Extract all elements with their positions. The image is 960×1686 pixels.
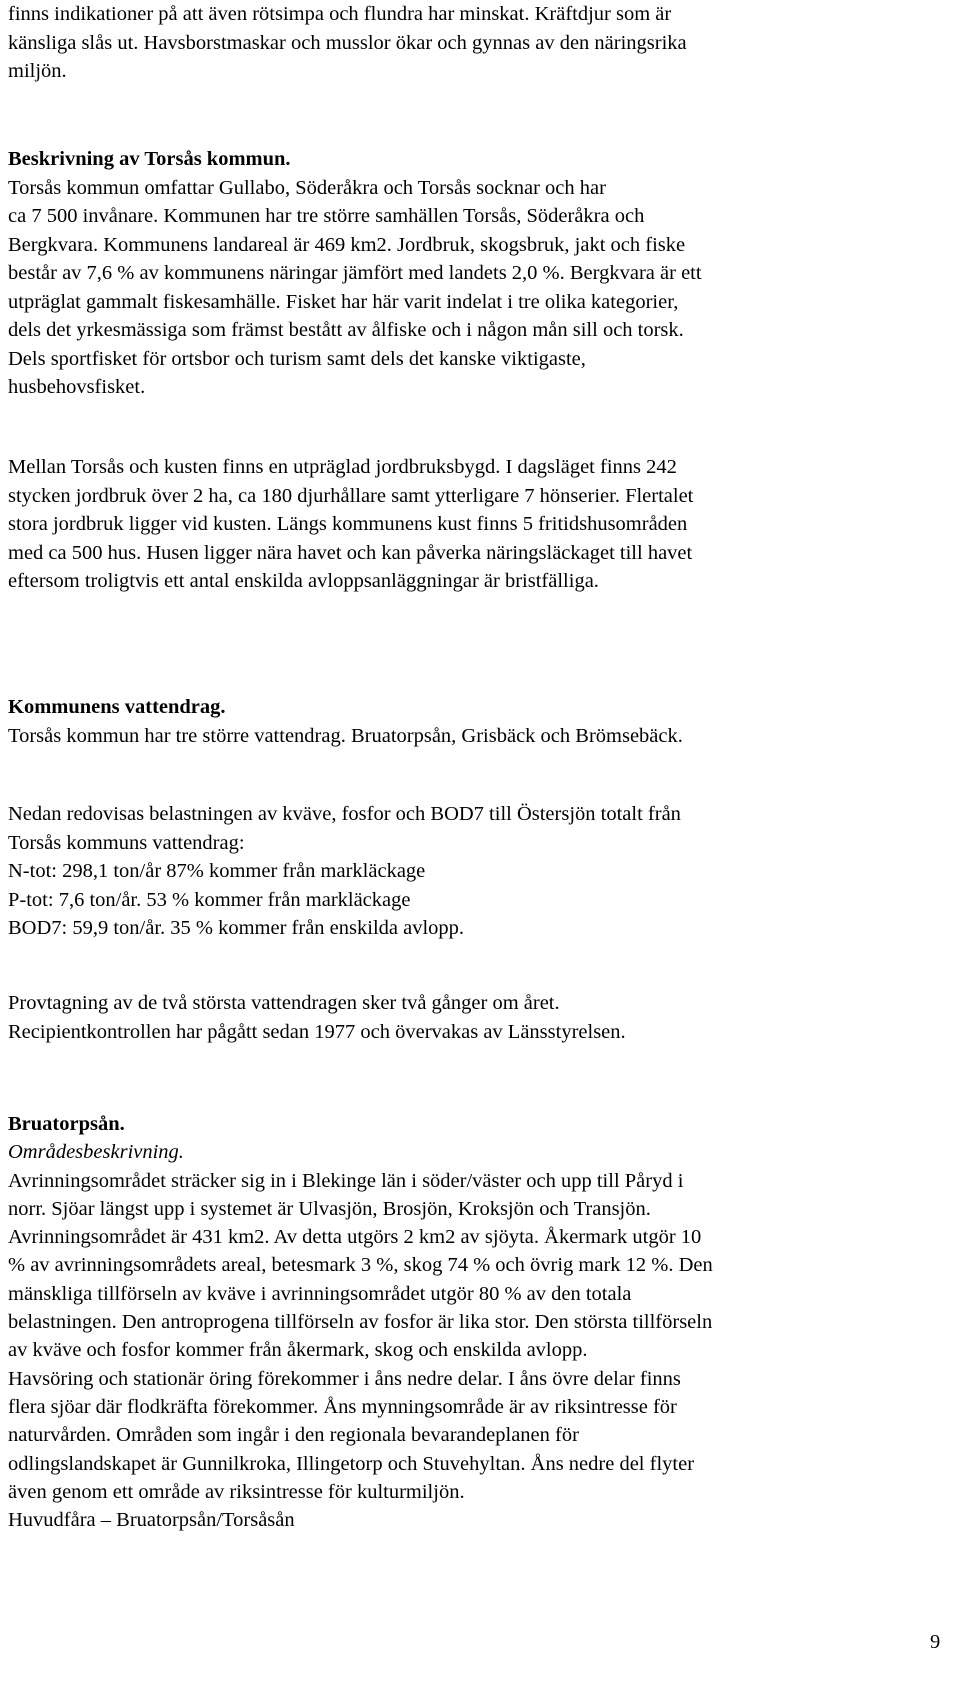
intro-paragraph: [8, 0, 950, 86]
text-line: BOD7: 59,9 ton/år. 35 % kommer från enskilda avlopp.: [8, 917, 465, 939]
text-line: norr. Sjöar längst upp i systemet är Ulvasjön, Brosjön, Kroksjön och Transjön.: [8, 1197, 651, 1220]
text-line: mänskliga tillförseln av kväve i avrinningsområdet utgör 80 % av den totala: [8, 1282, 632, 1305]
text-line: består av 7,6 % av kommunens näringar jämfört med landets 2,0 %. Bergkvara är ett: [8, 262, 702, 284]
text-line: Avrinningsområdet är 431 km2. Av detta utgörs 2 km2 av sjöyta. Åkermark utgör 10: [8, 1226, 702, 1249]
text-line: dels det yrkesmässiga som främst bestått av ålfiske och i någon mån sill och torsk.: [8, 319, 684, 341]
text-line: finns indikationer på att även rötsimpa och flundra har minskat. Kräftdjur som är: [8, 3, 672, 25]
bruatorpsan-section: [8, 1110, 950, 1534]
text-line: ca 7 500 invånare. Kommunen har tre större samhällen Torsås, Söderåkra och: [8, 205, 645, 227]
agriculture-paragraph: [8, 453, 950, 596]
page-number: 9: [930, 1631, 941, 1653]
text-line: odlingslandskapet är Gunnilkroka, Illingetorp och Stuvehyltan. Åns nedre del flyter: [8, 1452, 695, 1475]
section-heading: Bruatorpsån.: [8, 1113, 125, 1135]
text-line: naturvården. Områden som ingår i den regionala bevarandeplanen för: [8, 1424, 579, 1447]
text-line: eftersom troligtvis ett antal enskilda avloppsanläggningar är bristfälliga.: [8, 570, 599, 592]
text-line: stycken jordbruk över 2 ha, ca 180 djurhållare samt ytterligare 7 hönserier. Flertalet: [8, 484, 694, 507]
section-heading: Beskrivning av Torsås kommun.: [8, 148, 291, 170]
text-line: Nedan redovisas belastningen av kväve, fosfor och BOD7 till Östersjön totalt från: [8, 803, 681, 825]
torsas-description-section: [8, 145, 950, 402]
text-line: även genom ett område av riksintresse för kulturmiljön.: [8, 1480, 465, 1503]
text-line: Bergkvara. Kommunens landareal är 469 km2. Jordbruk, skogsbruk, jakt och fiske: [8, 233, 686, 256]
text-line: Dels sportfisket för ortsbor och turism samt dels det kanske viktigaste,: [8, 347, 586, 370]
text-line: Mellan Torsås och kusten finns en utpräglad jordbruksbygd. I dagsläget finns 242: [8, 456, 677, 478]
text-line: Torsås kommun omfattar Gullabo, Söderåkra och Torsås socknar och har: [8, 176, 606, 199]
text-line: Huvudfåra – Bruatorpsån/Torsåsån: [8, 1509, 295, 1532]
text-line: miljön.: [8, 60, 67, 82]
subsection-heading: Områdesbeskrivning.: [8, 1141, 184, 1164]
text-line: Torsås kommuns vattendrag:: [8, 831, 245, 854]
watercourses-section: [8, 693, 950, 750]
text-line: Torsås kommun har tre större vattendrag. Bruatorpsån, Grisbäck och Brömsebäck.: [8, 724, 683, 747]
text-line: husbehovsfisket.: [8, 376, 146, 398]
text-line: med ca 500 hus. Husen ligger nära havet och kan påverka näringsläckaget till havet: [8, 541, 693, 564]
text-line: Recipientkontrollen har pågått sedan 1977 och övervakas av Länsstyrelsen.: [8, 1020, 626, 1043]
text-line: % av avrinningsområdets areal, betesmark 3 %, skog 74 % och övrig mark 12 %. Den: [8, 1254, 713, 1277]
text-line: av kväve och fosfor kommer från åkermark, skog och enskilda avlopp.: [8, 1339, 588, 1362]
text-line: flera sjöar där flodkräfta förekommer. Åns mynningsområde är av riksintresse för: [8, 1395, 677, 1418]
text-line: stora jordbruk ligger vid kusten. Längs kommunens kust finns 5 fritidshusområden: [8, 513, 688, 535]
section-heading: Kommunens vattendrag.: [8, 696, 226, 718]
text-line: utpräglat gammalt fiskesamhälle. Fisket har här varit indelat i tre olika kategorier,: [8, 290, 679, 313]
text-line: Havsöring och stationär öring förekommer i åns nedre delar. I åns övre delar finns: [8, 1367, 681, 1390]
text-line: belastningen. Den antroprogena tillförseln av fosfor är lika stor. Den största tillförseln: [8, 1311, 713, 1334]
text-line: Avrinningsområdet sträcker sig in i Blekinge län i söder/väster och upp till Påryd i: [8, 1169, 684, 1192]
sampling-paragraph: [8, 989, 950, 1046]
loads-paragraph: [8, 800, 950, 943]
text-line: Provtagning av de två största vattendragen sker två gånger om året.: [8, 992, 560, 1014]
text-line: känsliga slås ut. Havsborstmaskar och musslor ökar och gynnas av den näringsrika: [8, 31, 687, 54]
text-line: N-tot: 298,1 ton/år 87% kommer från markläckage: [8, 860, 426, 882]
text-line: P-tot: 7,6 ton/år. 53 % kommer från markläckage: [8, 888, 411, 911]
